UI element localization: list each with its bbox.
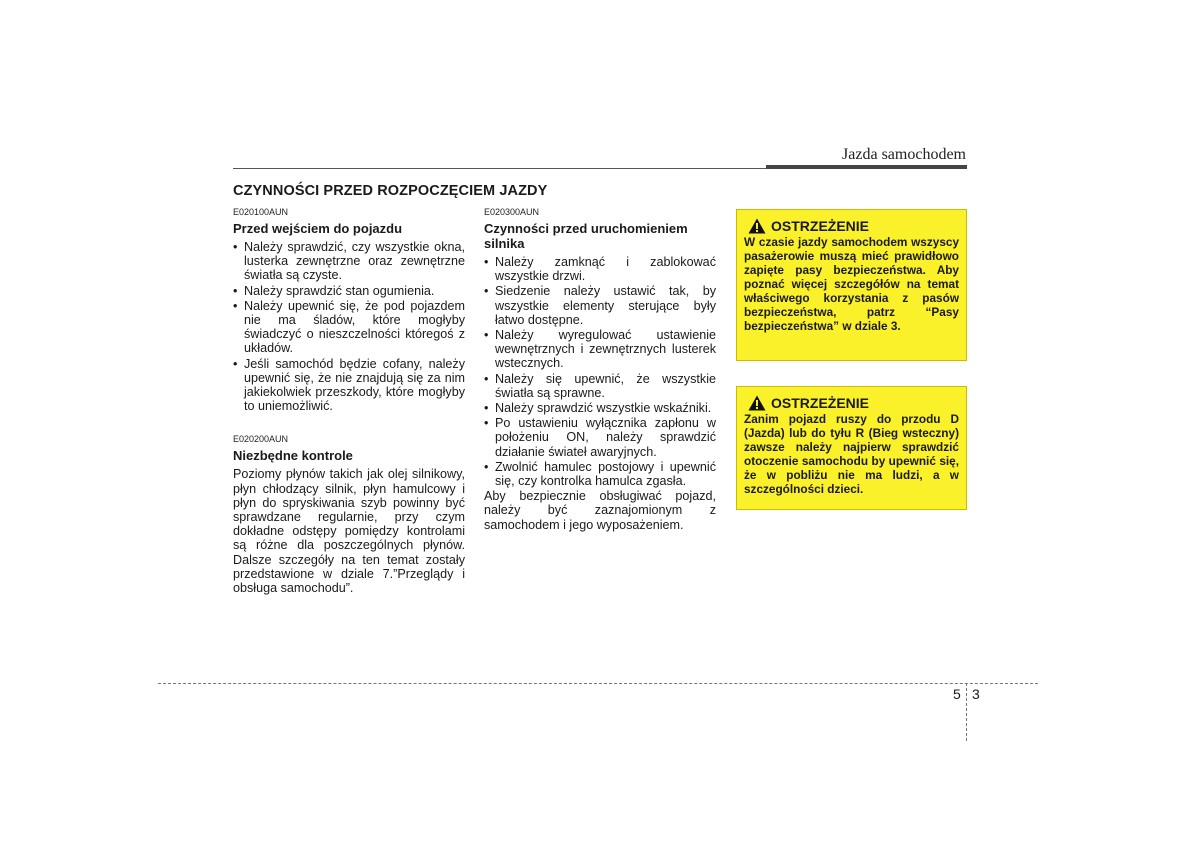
warning-text: W czasie jazdy samochodem wszyscy pasażerowie muszą mieć prawidłowo zapięte pasy bezpieczeństwa. Aby poznać więcej szczegółów na temat właściwego korzystania z pasów bezpieczeństwa, patrz “Pasy bezpieczeństwa” w dziale 3. — [744, 235, 959, 333]
footer-rule — [158, 683, 1038, 684]
warning-header — [744, 218, 959, 234]
list-item: • Zwolnić hamulec postojowy i upewnić się, czy kontrolka hamulca zgasła. — [484, 459, 716, 489]
list-item: • Należy wyregulować ustawienie wewnętrznych i zewnętrznych lusterek wstecznych. — [484, 328, 716, 371]
subheading-necessary-checks: Niezbędne kontrole — [233, 448, 353, 464]
warning-box — [736, 386, 967, 510]
list-item: • Należy upewnić się, że pod pojazdem nie ma śladów, które mogłyby świadczyć o nieszczelności któregoś z układów. — [233, 298, 465, 356]
section-code: E020300AUN — [484, 207, 540, 217]
warning-text: Zanim pojazd ruszy do przodu D (Jazda) lub do tyłu R (Bieg wsteczny) zawsze należy najpierw sprawdzić otoczenie samochodu by upewnić się, że w pobliżu nie ma ludzi, a w szczególności dzieci. — [744, 412, 959, 496]
header-rule-accent — [766, 165, 967, 169]
warning-title: OSTRZEŻENIE — [771, 218, 870, 234]
list-item: • Należy sprawdzić, czy wszystkie okna, lusterka zewnętrzne oraz zewnętrzne światła są czyste. — [233, 240, 465, 283]
bullet-icon: • — [484, 328, 489, 343]
bullet-icon: • — [233, 240, 238, 254]
warning-triangle-icon — [748, 395, 766, 411]
bullet-icon: • — [484, 459, 489, 474]
list-item: • Należy sprawdzić wszystkie wskaźniki. — [484, 401, 712, 416]
warning-header — [744, 395, 959, 411]
list-item: • Należy zamknąć i zablokować wszystkie drzwi. — [484, 255, 716, 284]
bullet-icon: • — [233, 283, 238, 298]
warning-title: OSTRZEŻENIE — [771, 395, 870, 411]
list-item: • Należy się upewnić, że wszystkie światła są sprawne. — [484, 371, 716, 400]
bullet-icon: • — [484, 401, 489, 416]
bullet-list — [233, 240, 465, 413]
bullet-icon: • — [484, 416, 489, 431]
bullet-icon: • — [484, 284, 489, 299]
footer-divider — [966, 683, 967, 741]
bullet-icon: • — [233, 298, 238, 313]
warning-box — [736, 209, 967, 361]
subheading-before-entering: Przed wejściem do pojazdu — [233, 221, 403, 236]
warning-triangle-icon — [748, 218, 766, 234]
paragraph: Aby bezpiecznie obsługiwać pojazd, należy być zaznajomionym z samochodem i jego wyposażeniem. — [484, 489, 716, 532]
main-heading: CZYNNOŚCI PRZED ROZPOCZĘCIEM JAZDY — [233, 183, 548, 199]
list-item: • Jeśli samochód będzie cofany, należy upewnić się, że nie znajdują się za nim jakiekolwiek przeszkody, które mogłyby to uniemożliwić. — [233, 356, 465, 414]
section-code: E020100AUN — [233, 207, 289, 217]
list-item: • Siedzenie należy ustawić tak, by wszystkie elementy sterujące były łatwo dostępne. — [484, 284, 716, 327]
bullet-icon: • — [233, 356, 238, 371]
bullet-icon: • — [484, 371, 489, 386]
list-item: • Po ustawieniu wyłącznika zapłonu w położeniu ON, należy sprawdzić działanie świateł awaryjnych. — [484, 416, 716, 459]
subheading-before-start: Czynności przed uruchomieniem silnika — [484, 221, 688, 251]
left-column — [233, 207, 465, 595]
list-item: • Należy sprawdzić stan ogumienia. — [233, 283, 435, 298]
page-number: 3 — [972, 686, 980, 702]
section-code: E020200AUN — [233, 434, 289, 445]
paragraph: Poziomy płynów takich jak olej silnikowy, płyn chłodzący silnik, płyn hamulcowy i płyn do spryskiwania szyb powinny być sprawdzane regularnie, przy czym dokładne odstępy pomiędzy kontrolami są różne dla poszczególnych płynów. Dalsze szczegóły na ten temat zostały przedstawione w dziale 7.”Przeglądy i obsługa samochodu”. — [233, 467, 465, 596]
section-title: Jazda samochodem — [842, 146, 966, 163]
bullet-list — [484, 255, 716, 488]
chapter-number: 5 — [953, 686, 961, 702]
middle-column — [484, 207, 716, 532]
bullet-icon: • — [484, 255, 489, 269]
